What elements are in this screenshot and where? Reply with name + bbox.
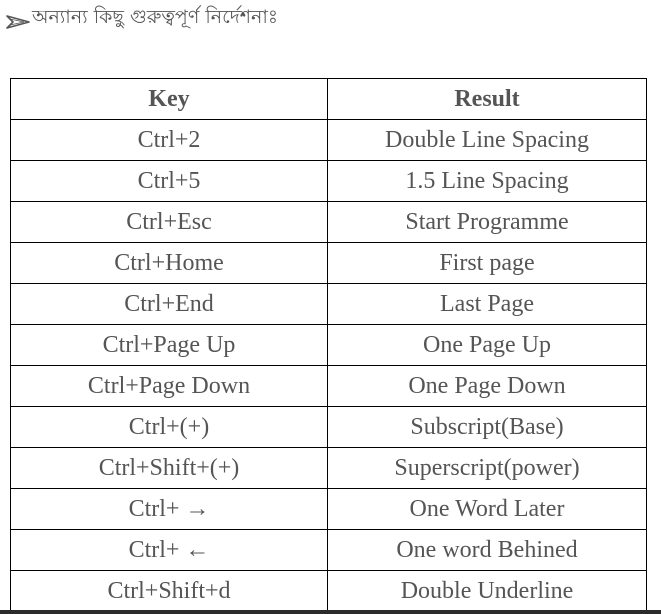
key-cell: Ctrl+Shift+d xyxy=(11,571,328,612)
column-header-result: Result xyxy=(328,79,647,120)
arrowhead-bullet-icon xyxy=(6,12,30,26)
key-cell: Ctrl+Shift+(+) xyxy=(11,448,328,489)
table-row xyxy=(11,284,647,325)
table-row xyxy=(11,571,647,612)
table-header-row xyxy=(11,79,647,120)
table-row xyxy=(11,161,647,202)
result-cell: One word Behined xyxy=(328,530,647,571)
result-cell: One Page Down xyxy=(328,366,647,407)
result-cell: One Word Later xyxy=(328,489,647,530)
key-cell: Ctrl+Page Up xyxy=(11,325,328,366)
table-row xyxy=(11,325,647,366)
result-cell: First page xyxy=(328,243,647,284)
result-cell: Subscript(Base) xyxy=(328,407,647,448)
key-cell: Ctrl+ ← xyxy=(11,530,328,571)
table-row xyxy=(11,120,647,161)
column-header-key: Key xyxy=(11,79,328,120)
result-cell: Double Line Spacing xyxy=(328,120,647,161)
table-row xyxy=(11,448,647,489)
key-cell: Ctrl+End xyxy=(11,284,328,325)
key-cell: Ctrl+ → xyxy=(11,489,328,530)
table-row xyxy=(11,366,647,407)
result-cell: Superscript(power) xyxy=(328,448,647,489)
table-row xyxy=(11,202,647,243)
table-row xyxy=(11,407,647,448)
result-cell: Start Programme xyxy=(328,202,647,243)
section-heading-text: অন্যান্য কিছু গুরুত্বপূর্ণ নির্দেশনাঃ xyxy=(32,6,278,28)
key-cell: Ctrl+2 xyxy=(11,120,328,161)
shortcut-table xyxy=(10,78,647,612)
bottom-edge-bar xyxy=(0,610,661,614)
key-cell: Ctrl+Home xyxy=(11,243,328,284)
result-cell: One Page Up xyxy=(328,325,647,366)
result-cell: Last Page xyxy=(328,284,647,325)
result-cell: 1.5 Line Spacing xyxy=(328,161,647,202)
key-cell: Ctrl+Page Down xyxy=(11,366,328,407)
section-heading xyxy=(6,2,278,36)
key-cell: Ctrl+(+) xyxy=(11,407,328,448)
shortcut-table-container xyxy=(10,78,646,612)
result-cell: Double Underline xyxy=(328,571,647,612)
key-cell: Ctrl+Esc xyxy=(11,202,328,243)
key-cell: Ctrl+5 xyxy=(11,161,328,202)
table-row xyxy=(11,243,647,284)
table-row xyxy=(11,489,647,530)
table-row xyxy=(11,530,647,571)
